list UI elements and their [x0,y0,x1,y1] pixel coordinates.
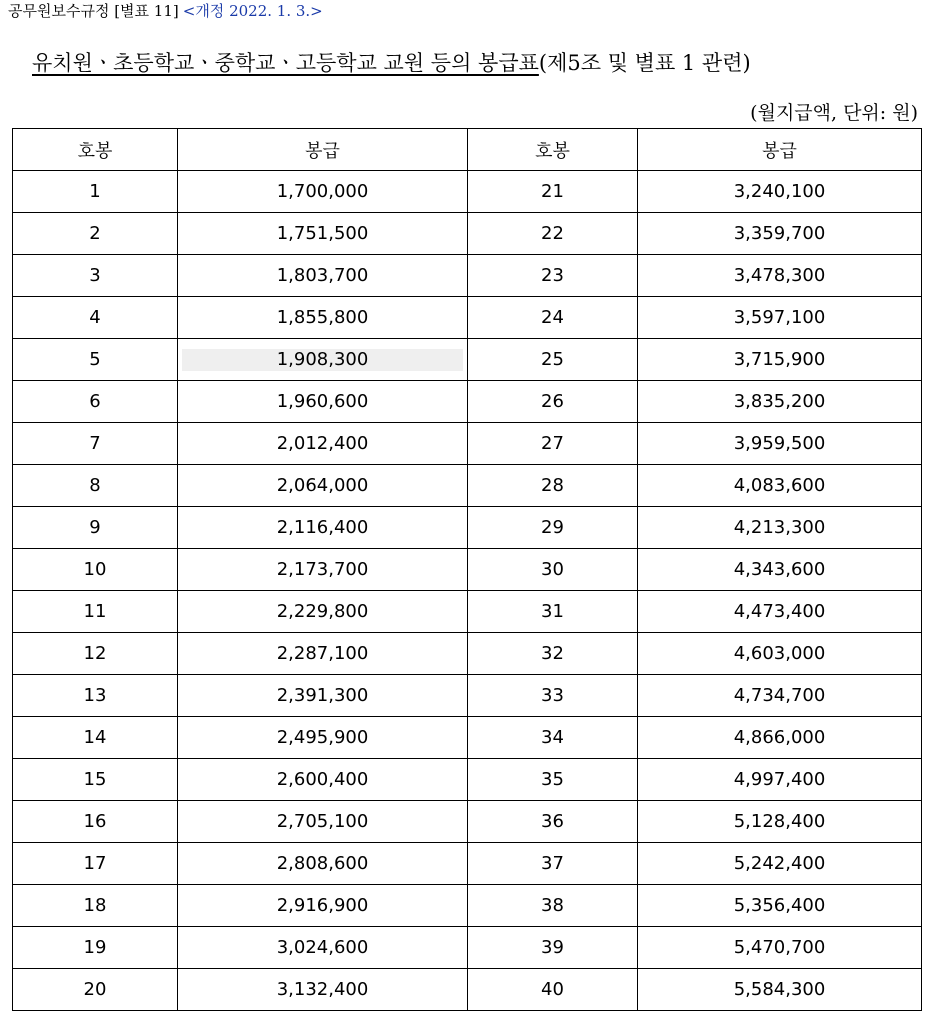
pay-cell: 4,343,600 [638,549,922,591]
pay-cell: 2,012,400 [178,423,468,465]
pay-cell: 2,600,400 [178,759,468,801]
pay-cell: 2,229,800 [178,591,468,633]
highlighted-pay-value: 1,908,300 [182,349,463,371]
grade-cell: 17 [13,843,178,885]
column-header-grade-left: 호봉 [13,129,178,171]
grade-cell: 26 [468,381,638,423]
grade-cell: 31 [468,591,638,633]
pay-cell: 2,705,100 [178,801,468,843]
pay-cell: 1,803,700 [178,255,468,297]
pay-cell: 1,960,600 [178,381,468,423]
grade-cell: 25 [468,339,638,381]
grade-cell: 12 [13,633,178,675]
grade-cell: 38 [468,885,638,927]
column-header-pay-left: 봉급 [178,129,468,171]
pay-cell: 5,584,300 [638,969,922,1011]
grade-cell: 32 [468,633,638,675]
grade-cell: 1 [13,171,178,213]
salary-table-body [13,171,922,1011]
grade-cell: 27 [468,423,638,465]
grade-cell: 24 [468,297,638,339]
grade-cell: 3 [13,255,178,297]
unit-note: (월지급액, 단위: 원) [750,102,918,124]
pay-cell: 3,024,600 [178,927,468,969]
grade-cell: 4 [13,297,178,339]
pay-cell: 5,356,400 [638,885,922,927]
grade-cell: 35 [468,759,638,801]
table-row [13,255,922,297]
pay-cell: 2,173,700 [178,549,468,591]
pay-cell: 2,116,400 [178,507,468,549]
regulation-reference: 공무원보수규정 [별표 11] [8,2,179,20]
table-row [13,465,922,507]
grade-cell: 36 [468,801,638,843]
pay-cell: 3,597,100 [638,297,922,339]
regulation-header [8,0,323,22]
grade-cell: 6 [13,381,178,423]
column-header-pay-right: 봉급 [638,129,922,171]
amendment-date: <개정 2022. 1. 3.> [182,2,323,20]
grade-cell: 39 [468,927,638,969]
table-row [13,633,922,675]
document-title [32,48,751,78]
grade-cell: 13 [13,675,178,717]
grade-cell: 23 [468,255,638,297]
grade-cell: 11 [13,591,178,633]
pay-cell: 2,808,600 [178,843,468,885]
grade-cell: 16 [13,801,178,843]
grade-cell: 21 [468,171,638,213]
table-row [13,969,922,1011]
pay-cell: 3,959,500 [638,423,922,465]
pay-cell: 2,064,000 [178,465,468,507]
table-row [13,213,922,255]
grade-cell: 29 [468,507,638,549]
grade-cell: 5 [13,339,178,381]
pay-cell: 3,715,900 [638,339,922,381]
grade-cell: 19 [13,927,178,969]
pay-cell: 2,287,100 [178,633,468,675]
table-row [13,549,922,591]
table-row [13,381,922,423]
pay-cell: 1,855,800 [178,297,468,339]
grade-cell: 34 [468,717,638,759]
pay-cell: 3,132,400 [178,969,468,1011]
pay-cell: 5,470,700 [638,927,922,969]
table-row [13,717,922,759]
table-row [13,675,922,717]
pay-cell: 4,734,700 [638,675,922,717]
pay-cell: 2,495,900 [178,717,468,759]
table-row [13,843,922,885]
grade-cell: 18 [13,885,178,927]
grade-cell: 40 [468,969,638,1011]
salary-table [12,128,922,1011]
pay-cell: 4,603,000 [638,633,922,675]
column-header-grade-right: 호봉 [468,129,638,171]
grade-cell: 14 [13,717,178,759]
table-row [13,591,922,633]
pay-cell: 4,866,000 [638,717,922,759]
pay-cell: 3,835,200 [638,381,922,423]
table-header-row [13,129,922,171]
pay-cell: 4,997,400 [638,759,922,801]
table-row [13,927,922,969]
pay-cell: 3,359,700 [638,213,922,255]
grade-cell: 9 [13,507,178,549]
grade-cell: 33 [468,675,638,717]
title-main: 유치원ㆍ초등학교ㆍ중학교ㆍ고등학교 교원 등의 봉급표 [32,51,539,75]
pay-cell: 3,240,100 [638,171,922,213]
grade-cell: 30 [468,549,638,591]
title-reference: (제5조 및 별표 1 관련) [538,51,751,75]
grade-cell: 7 [13,423,178,465]
grade-cell: 8 [13,465,178,507]
pay-cell: 2,391,300 [178,675,468,717]
table-row [13,297,922,339]
pay-cell: 4,083,600 [638,465,922,507]
pay-cell [178,339,468,381]
pay-cell: 2,916,900 [178,885,468,927]
pay-cell: 5,242,400 [638,843,922,885]
table-row [13,801,922,843]
table-row [13,171,922,213]
pay-cell: 5,128,400 [638,801,922,843]
grade-cell: 22 [468,213,638,255]
grade-cell: 2 [13,213,178,255]
grade-cell: 15 [13,759,178,801]
table-row [13,423,922,465]
grade-cell: 28 [468,465,638,507]
pay-cell: 1,751,500 [178,213,468,255]
pay-cell: 3,478,300 [638,255,922,297]
table-row [13,759,922,801]
grade-cell: 20 [13,969,178,1011]
pay-cell: 4,213,300 [638,507,922,549]
pay-cell: 1,700,000 [178,171,468,213]
grade-cell: 37 [468,843,638,885]
table-row [13,507,922,549]
grade-cell: 10 [13,549,178,591]
table-row [13,339,922,381]
pay-cell: 4,473,400 [638,591,922,633]
table-row [13,885,922,927]
